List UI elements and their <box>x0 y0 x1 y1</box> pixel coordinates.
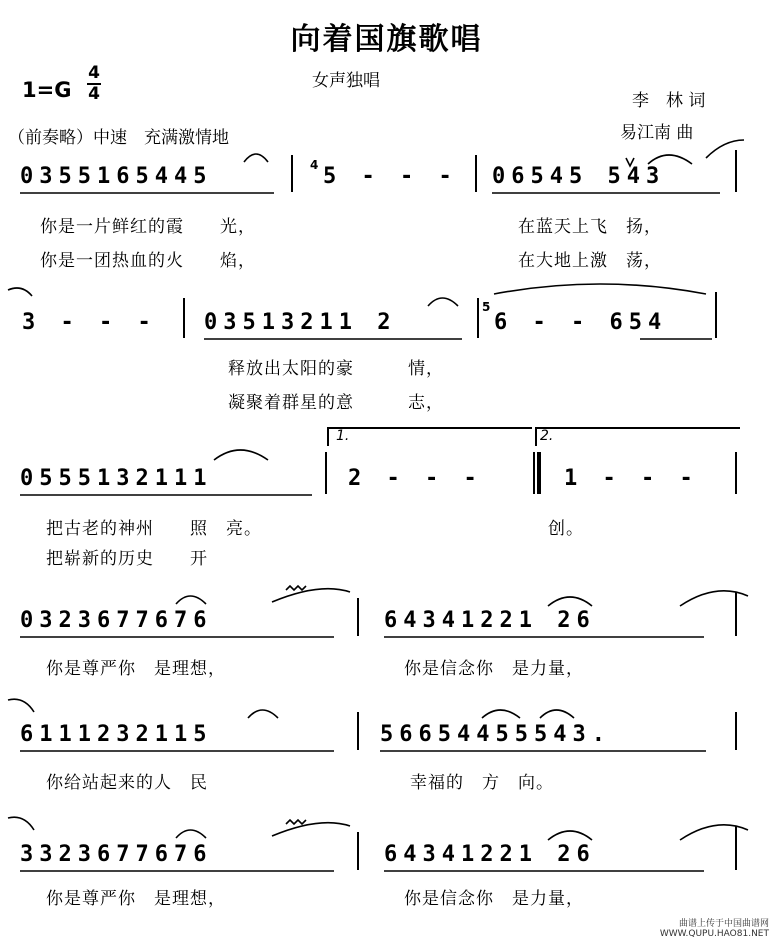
watermark-line1: 曲谱上传于中国曲谱网 <box>678 919 769 929</box>
slur <box>494 284 706 294</box>
lyrics-s1-b: 在蓝天上飞 扬， <box>518 217 662 237</box>
notes-s6-m1: 3323677676 <box>20 842 213 867</box>
notes-s3-m2: 2 - - - <box>348 466 483 491</box>
notes-s2-m3: 6 - - 654 <box>494 310 668 335</box>
slur <box>680 825 748 840</box>
notes-s1-m3: 06545 543 <box>492 164 666 189</box>
slur <box>8 699 34 712</box>
slur <box>244 154 268 162</box>
slur <box>272 589 350 602</box>
slur <box>706 140 744 158</box>
slur <box>214 450 268 460</box>
slur <box>248 710 278 718</box>
lyrics2-s1-a: 你是一团热血的火 焰， <box>40 251 256 271</box>
song-title: 向着国旗歌唱 <box>290 22 483 57</box>
notes-s4-m1: 0323677676 <box>20 608 213 633</box>
lyrics-s6-a: 你是尊严你 是理想， <box>46 889 226 909</box>
composer-credit: 易江南 曲 <box>620 123 694 143</box>
lyrics-s6-b: 你是信念你 是力量， <box>404 889 584 909</box>
slur <box>548 597 592 606</box>
notes-s4-m2: 64341221 26 <box>384 608 596 633</box>
slur <box>548 831 592 840</box>
volta-first: 1. <box>336 428 350 444</box>
lyrics2-s1-b: 在大地上激 荡， <box>518 251 662 271</box>
slur <box>176 596 206 604</box>
slur <box>680 591 748 606</box>
notes-s1-m1: 0355165445 <box>20 164 213 189</box>
slur <box>272 823 350 836</box>
lyrics2-s3-a: 把崭新的历史 开 <box>46 549 208 569</box>
lyrics-s2-a: 释放出太阳的豪 情， <box>228 359 444 379</box>
volta-first-bracket <box>328 428 532 446</box>
song-subtitle: 女声独唱 <box>312 71 380 91</box>
key-signature: 1=G <box>22 78 72 102</box>
notes-s1-m2: 5 - - - <box>323 164 458 189</box>
slur <box>482 710 520 718</box>
notes-s6-m2: 64341221 26 <box>384 842 596 867</box>
time-signature-top: 4 <box>88 63 100 83</box>
watermark-line2: WWW.QUPU.HAO81.NET <box>659 929 769 939</box>
lyrics-s5-b: 幸福的 方 向。 <box>410 773 554 793</box>
slur <box>540 710 574 718</box>
slur <box>176 830 206 838</box>
lyrics-s3-a: 把古老的神州 照 亮。 <box>46 519 262 539</box>
lyrics-s5-a: 你给站起来的人 民 <box>46 773 208 793</box>
mordent-mark <box>286 586 306 590</box>
mordent-mark <box>286 820 306 824</box>
notes-s3-m1: 0555132111 <box>20 466 213 491</box>
lyrics-s4-b: 你是信念你 是力量， <box>404 659 584 679</box>
notes-s5-m1: 6111232115 <box>20 722 213 747</box>
volta-second: 2. <box>540 428 554 444</box>
lyrics2-s2-a: 凝聚着群星的意 志， <box>228 393 444 413</box>
lyrics-s1-a: 你是一片鲜红的霞 光， <box>40 217 256 237</box>
lyrics-s3-b: 创。 <box>548 519 584 539</box>
breath-mark <box>626 158 634 166</box>
lyrics-s4-a: 你是尊严你 是理想， <box>46 659 226 679</box>
slur <box>8 288 32 296</box>
volta-second-bracket <box>536 428 740 446</box>
notes-s2-m2: 03513211 2 <box>204 310 397 335</box>
tempo-marking: （前奏略）中速 充满激情地 <box>8 128 229 148</box>
meter-change-5: 5 <box>482 300 491 314</box>
time-signature-bottom: 4 <box>88 84 100 104</box>
slur <box>648 155 692 164</box>
notes-s5-m2: 56654455543. <box>380 722 611 747</box>
slur <box>8 817 34 830</box>
lyricist-credit: 李 林 词 <box>632 91 706 111</box>
slur <box>428 298 458 306</box>
meter-change-4: 4 <box>310 158 319 172</box>
notes-s3-m3: 1 - - - <box>564 466 699 491</box>
notes-s2-m1: 3 - - - <box>22 310 157 335</box>
